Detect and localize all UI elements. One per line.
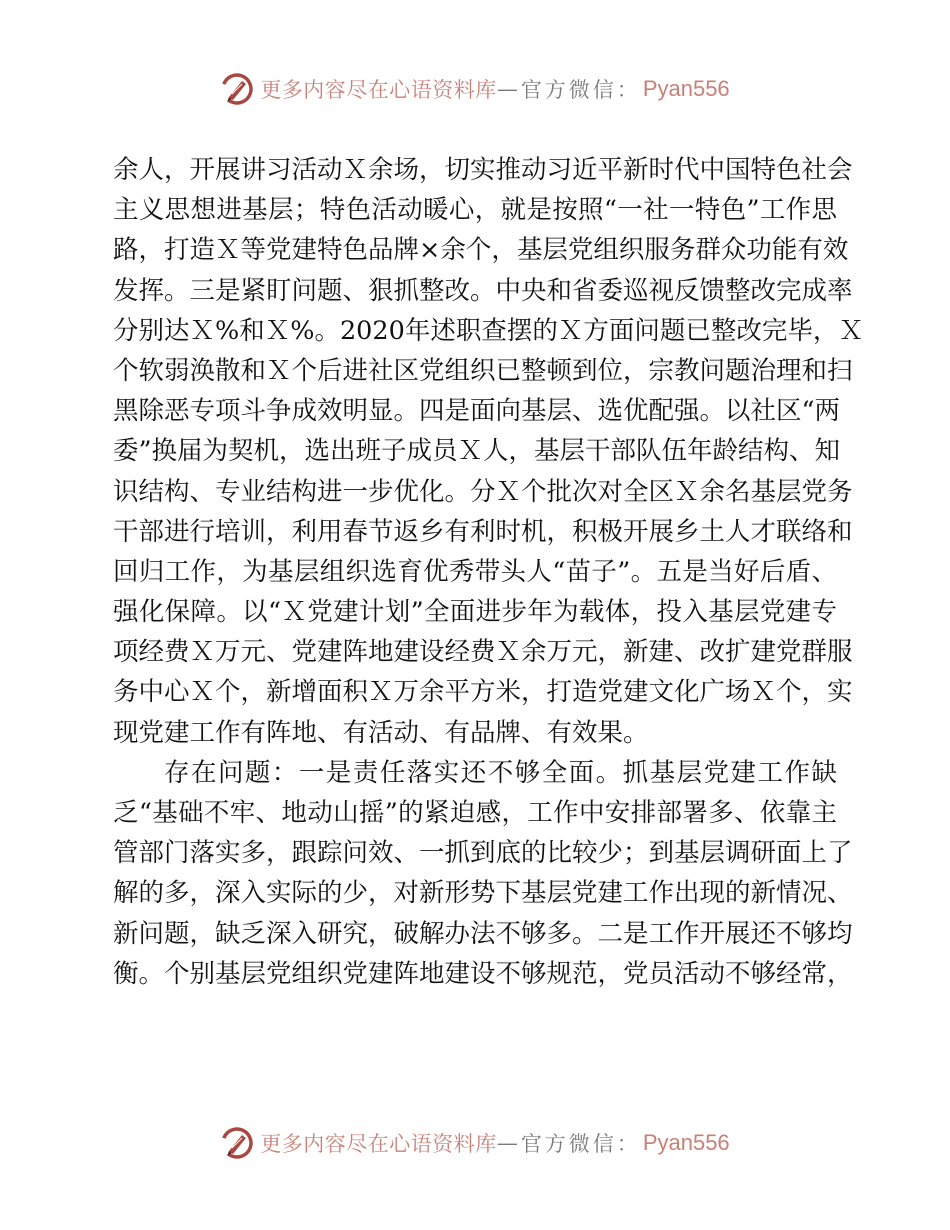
body-line: 管部门落实多，跟踪问效、一抓到底的比较少；到基层调研面上了	[113, 838, 853, 869]
body-line: 干部进行培训，利用春节返乡有利时机，积极开展乡土人才联络和	[113, 516, 853, 547]
pen-nib-logo-icon	[220, 1126, 254, 1160]
banner-contact-id: Pyan556	[642, 1130, 730, 1155]
body-line: 衡。个别基层党组织党建阵地建设不够规范，党员活动不够经常，	[113, 958, 853, 989]
header-watermark-banner	[0, 69, 950, 109]
body-line: 余人，开展讲习活动Ｘ余场，切实推动习近平新时代中国特色社会	[113, 155, 853, 185]
body-line: 回归工作，为基层组织选育优秀带头人“苗子”。五是当好后盾、	[113, 556, 837, 587]
body-line: 现党建工作有阵地、有活动、有品牌、有效果。	[113, 717, 649, 748]
body-line: 解的多，深入实际的少，对新形势下基层党建工作出现的新情况、	[113, 878, 853, 909]
banner-separator: —	[496, 77, 521, 101]
body-line: 路，打造Ｘ等党建特色品牌×余个，基层党组织服务群众功能有效	[113, 235, 849, 266]
body-line: 项经费Ｘ万元、党建阵地建设经费Ｘ余万元，新建、改扩建党群服	[113, 637, 853, 668]
banner-site-text: 更多内容尽在心语资料库	[260, 1132, 497, 1156]
banner-site-text: 更多内容尽在心语资料库	[260, 78, 497, 102]
body-line: 委”换届为契机，选出班子成员Ｘ人，基层干部队伍年龄结构、知	[113, 436, 841, 467]
body-line: 乏“基础不牢、地动山摇”的紧迫感，工作中安排部署多、依靠主	[113, 798, 837, 828]
banner-contact-label: 官方微信：	[520, 1132, 641, 1156]
body-line: 新问题，缺乏深入研究，破解办法不够多。二是工作开展还不够均	[113, 918, 853, 949]
body-line: 识结构、专业结构进一步优化。分Ｘ个批次对全区Ｘ余名基层党务	[113, 476, 853, 507]
body-line: 发挥。三是紧盯问题、狠抓整改。中央和省委巡视反馈整改完成率	[113, 275, 853, 306]
footer-watermark-banner	[0, 1123, 950, 1163]
body-line: 强化保障。以“Ｘ党建计划”全面进步年为载体，投入基层党建专	[113, 597, 837, 628]
body-line: 主义思想进基层；特色活动暖心，就是按照“一社一特色”工作思	[113, 195, 837, 226]
banner-separator: —	[496, 1131, 521, 1155]
document-body	[113, 150, 864, 994]
banner-contact-id: Pyan556	[642, 76, 730, 101]
banner-contact-label: 官方微信：	[520, 78, 641, 102]
body-line: 个软弱涣散和Ｘ个后进社区党组织已整顿到位，宗教问题治理和扫	[113, 355, 853, 386]
body-line: 务中心Ｘ个，新增面积Ｘ万余平方米，打造党建文化广场Ｘ个，实	[113, 677, 853, 708]
pen-nib-logo-icon	[220, 72, 254, 106]
body-line: 分别达Ｘ%和Ｘ%。2020年述职查摆的Ｘ方面问题已整改完毕，Ｘ	[113, 315, 864, 346]
body-line: 黑除恶专项斗争成效明显。四是面向基层、选优配强。以社区“两	[113, 396, 841, 427]
paragraph-start-line: 存在问题：一是责任落实还不够全面。抓基层党建工作缺	[164, 757, 837, 788]
